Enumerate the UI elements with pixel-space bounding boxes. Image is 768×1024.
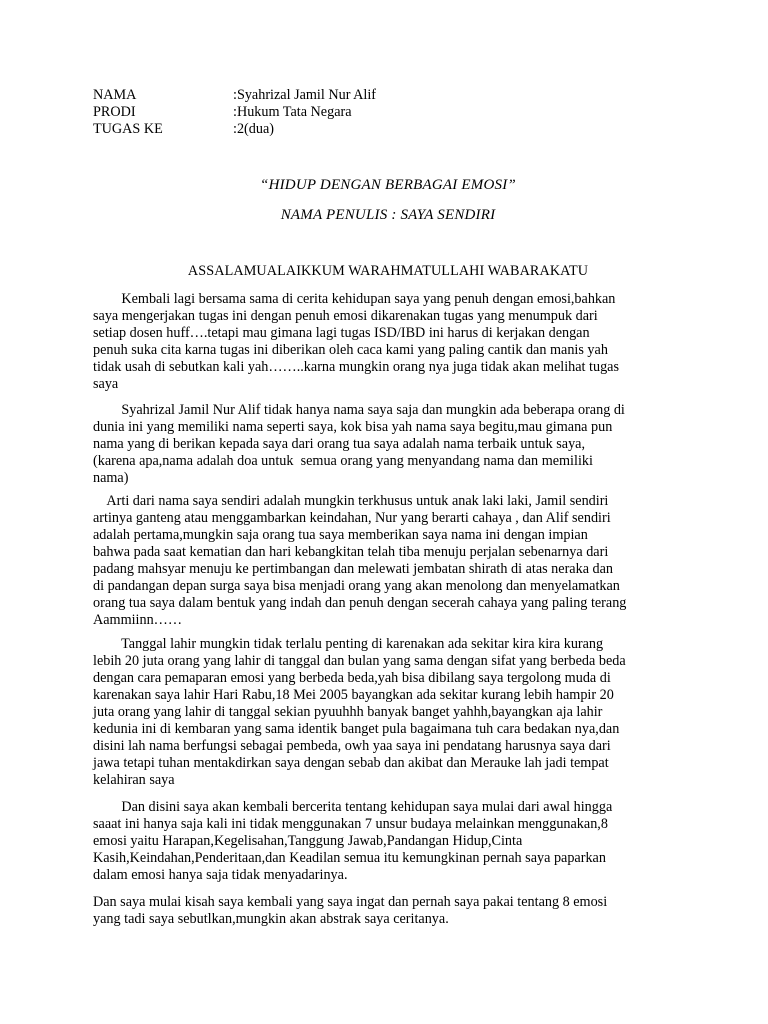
greeting-heading: ASSALAMUALAIKKUM WARAHMATULLAHI WABARAKATU	[187, 263, 589, 279]
meta-row-nama	[93, 87, 376, 104]
meta-value: :Hukum Tata Negara	[233, 104, 352, 120]
text-line: kedunia ini di kembaran yang sama identik banget pula bagaimana tuh cara bedakan nya,dan	[93, 721, 620, 737]
text-line: dalam emosi hanya saja tidak menyadarinya.	[93, 867, 348, 883]
paragraph	[93, 291, 683, 393]
meta-label: TUGAS KE	[93, 121, 163, 137]
text-line: karenakan saya lahir Hari Rabu,18 Mei 2005 bayangkan ada sekitar kurang lebih hampir 20	[93, 687, 614, 703]
text-line: padang mahsyar menuju ke pertimbangan dan melewati jembatan shirath di atas neraka dan	[93, 561, 614, 577]
text-line: Aammiinn……	[93, 612, 183, 628]
text-line: dengan cara pemaparan emosi yang berbeda beda,yah bisa dibilang saya tergolong muda di	[93, 670, 611, 686]
text-line: jawa tetapi tuhan mentakdirkan saya dengan sebab dan akibat dan Merauke lah jadi tempat	[93, 755, 609, 771]
text-line: juta orang yang lahir di tanggal sekian pyuuhhh banyak banget yahhh,bayangkan aja lahir	[93, 704, 603, 720]
meta-label: NAMA	[93, 87, 137, 103]
text-line: emosi yaitu Harapan,Kegelisahan,Tanggung Jawab,Pandangan Hidup,Cinta	[93, 833, 523, 849]
text-line: saaat ini hanya saja kali ini tidak menggunakan 7 unsur budaya melainkan menggunakan,8	[93, 816, 608, 832]
text-line: dunia ini yang memiliki nama seperti saya, kok bisa yah nama saya begitu,mau gimana pun	[93, 419, 613, 435]
text-line: Dan disini saya akan kembali bercerita tentang kehidupan saya mulai dari awal hingga	[93, 799, 613, 815]
text-line: Tanggal lahir mungkin tidak terlalu penting di karenakan ada sekitar kira kira kurang	[93, 636, 604, 652]
text-line: Kasih,Keindahan,Penderitaan,dan Keadilan semua itu kemungkinan pernah saya paparkan	[93, 850, 606, 866]
text-line: Dan saya mulai kisah saya kembali yang saya ingat dan pernah saya pakai tentang 8 emosi	[93, 894, 608, 910]
text-line: setiap dosen huff….tetapi mau gimana lagi tugas ISD/IBD ini harus di kerjakan dengan	[93, 325, 590, 341]
text-line: Arti dari nama saya sendiri adalah mungkin terkhusus untuk anak laki laki, Jamil sendiri	[93, 493, 609, 509]
text-line: nama)	[93, 470, 129, 486]
text-line: saya	[93, 376, 119, 392]
text-line: Kembali lagi bersama sama di cerita kehidupan saya yang penuh dengan emosi,bahkan	[93, 291, 616, 307]
meta-row-prodi	[93, 104, 376, 121]
meta-label: PRODI	[93, 104, 136, 120]
text-line: saya mengerjakan tugas ini dengan penuh emosi dikarenakan tugas yang menumpuk dari	[93, 308, 598, 324]
paragraph	[93, 894, 683, 928]
meta-value: :2(dua)	[233, 121, 274, 137]
paragraph	[93, 636, 683, 789]
author-line: NAMA PENULIS : SAYA SENDIRI	[280, 207, 496, 223]
text-line: penuh suka cita karna tugas ini diberikan oleh caca kami yang paling cantik dan manis yah	[93, 342, 608, 358]
text-line: disini lah nama berfungsi sebagai pembeda, owh yaa saya ini pendatang harusnya saya dari	[93, 738, 611, 754]
text-line: artinya ganteng atau menggambarkan keindahan, Nur yang berarti cahaya , dan Alif sendiri	[93, 510, 611, 526]
paragraph	[93, 402, 683, 487]
text-line: lebih 20 juta orang yang lahir di tanggal dan bulan yang sama dengan sifat yang berbeda beda	[93, 653, 626, 669]
header-info	[93, 87, 376, 138]
meta-row-tugas	[93, 121, 376, 138]
text-line: yang tadi saya sebutlkan,mungkin akan abstrak saya ceritanya.	[93, 911, 449, 927]
text-line: kelahiran saya	[93, 772, 175, 788]
text-line: (karena apa,nama adalah doa untuk semua orang yang menyandang nama dan memiliki	[93, 453, 593, 469]
text-line: nama yang di berikan kepada saya dari orang tua saya adalah nama terbaik untuk saya,	[93, 436, 586, 452]
text-line: di pandangan depan surga saya bisa menjadi orang yang akan menolong dan menyelamatkan	[93, 578, 620, 594]
text-line: Syahrizal Jamil Nur Alif tidak hanya nama saya saja dan mungkin ada beberapa orang di	[93, 402, 625, 418]
paragraph	[93, 493, 683, 629]
text-line: bahwa pada saat kematian dan hari kebangkitan telah tiba menuju perjalan sebenarnya dari	[93, 544, 609, 560]
text-line: adalah pertama,mungkin saja orang tua saya memberikan saya nama ini dengan impian	[93, 527, 588, 543]
paragraph	[93, 799, 683, 884]
text-line: orang tua saya dalam bentuk yang indah dan penuh dengan secerah cahaya yang paling terang	[93, 595, 627, 611]
meta-value: :Syahrizal Jamil Nur Alif	[233, 87, 377, 103]
text-line: tidak usah di sebutkan kali yah……..karna mungkin orang nya juga tidak akan melihat tugas	[93, 359, 619, 375]
document-title: “HIDUP DENGAN BERBAGAI EMOSI”	[260, 177, 516, 193]
